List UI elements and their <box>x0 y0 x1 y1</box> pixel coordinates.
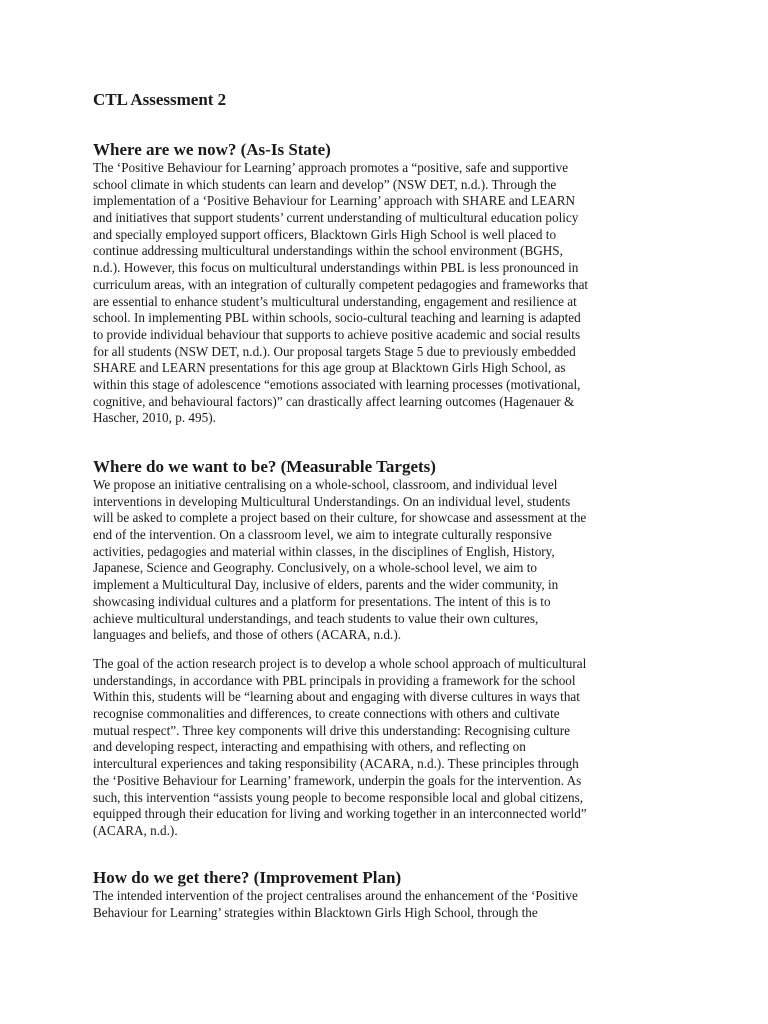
text-line: showcasing individual cultures and a platform for presentations. The intent of this is to <box>93 593 551 609</box>
text-line: The ‘Positive Behaviour for Learning’ approach promotes a “positive, safe and supportive <box>93 160 569 175</box>
text-line: and specially employed support officers, Blacktown Girls High School is well placed to <box>93 226 557 242</box>
text-line: The intended intervention of the project centralises around the enhancement of the ‘Positive <box>93 888 578 903</box>
section-heading-improvement-plan: How do we get there? (Improvement Plan) <box>93 868 402 887</box>
text-line: school. In implementing PBL within schools, socio-cultural teaching and learning is adapted <box>93 310 581 326</box>
text-line: implement a Multicultural Day, inclusive of elders, parents and the wider community, in <box>93 577 559 593</box>
text-line: Japanese, Science and Geography. Conclusively, on a whole-school level, we aim to <box>93 560 537 576</box>
text-line: continue addressing multicultural understandings within the school environment (BGHS, <box>93 243 563 259</box>
text-line: Within this, students will be “learning about and engaging with diverse cultures in ways that <box>93 689 580 705</box>
text-line: achieve multicultural understandings, and teach students to value their own cultures, <box>93 610 539 626</box>
text-line: are essential to enhance student’s multicultural understanding, engagement and resilience at <box>93 293 577 309</box>
paragraph-as-is-state <box>93 160 588 427</box>
text-line: curriculum areas, with an integration of culturally competent pedagogies and frameworks that <box>93 276 589 292</box>
text-line: n.d.). However, this focus on multicultural understandings within PBL is less pronounced in <box>93 260 579 276</box>
text-line: equipped through their education for living and working together in an interconnected world” <box>93 806 587 822</box>
text-line: cognitive, and behavioural factors)” can drastically affect learning outcomes (Hagenauer & <box>93 393 575 409</box>
text-line: Behaviour for Learning’ strategies within Blacktown Girls High School, through the <box>93 904 538 920</box>
text-line: to provide individual behaviour that supports to achieve positive academic and social results <box>93 326 581 342</box>
text-line: for all students (NSW DET, n.d.). Our proposal targets Stage 5 due to previously embedded <box>93 343 576 359</box>
paragraph-improvement-plan <box>93 888 578 921</box>
text-line: activities, pedagogies and material within classes, in the disciplines of English, History, <box>93 543 555 559</box>
text-line: We propose an initiative centralising on a whole-school, classroom, and individual level <box>93 477 558 492</box>
section-heading-measurable-targets: Where do we want to be? (Measurable Targets) <box>93 457 436 476</box>
text-line: intercultural experiences and taking responsibility (ACARA, n.d.). These principles through <box>93 756 579 772</box>
text-line: (ACARA, n.d.). <box>93 822 178 838</box>
text-line: will be asked to complete a project based on their culture, for showcase and assessment at the <box>93 510 587 526</box>
text-line: languages and beliefs, and those of others (ACARA, n.d.). <box>93 627 402 643</box>
text-line: and initiatives that support students’ current understanding of multicultural education policy <box>93 210 579 226</box>
text-line: The goal of the action research project is to develop a whole school approach of multicultural <box>93 656 587 671</box>
text-line: interventions in developing Multicultural Understandings. On an individual level, students <box>93 493 571 509</box>
text-line: mutual respect”. Three key components will drive this understanding: Recognising culture <box>93 722 570 738</box>
text-line: implementation of a ‘Positive Behaviour for Learning’ approach with SHARE and LEARN <box>93 193 576 209</box>
text-line: school climate in which students can learn and develop” (NSW DET, n.d.). Through the <box>93 176 557 192</box>
text-line: understandings, in accordance with PBL principals in providing a framework for the school <box>93 672 576 688</box>
text-line: end of the intervention. On a classroom level, we aim to integrate culturally responsive <box>93 527 552 543</box>
text-line: Hascher, 2010, p. 495). <box>93 410 216 426</box>
text-line: SHARE and LEARN presentations for this age group at Blacktown Girls High School, as <box>93 360 566 376</box>
text-line: such, this intervention “assists young people to become responsible local and global citizens, <box>93 789 584 805</box>
text-line: the ‘Positive Behaviour for Learning’ framework, underpin the goals for the intervention. As <box>93 772 582 788</box>
section-heading-as-is-state: Where are we now? (As-Is State) <box>93 140 331 159</box>
document-title: CTL Assessment 2 <box>93 90 227 109</box>
text-line: recognise commonalities and differences, to create connections with others and cultivate <box>93 706 560 722</box>
paragraph-measurable-targets-2 <box>93 656 587 840</box>
text-line: and developing respect, interacting and empathising with others, and reflecting on <box>93 739 526 755</box>
paragraph-measurable-targets-1 <box>93 477 586 644</box>
text-line: within this stage of adolescence “emotions associated with learning processes (motivational, <box>93 376 581 392</box>
